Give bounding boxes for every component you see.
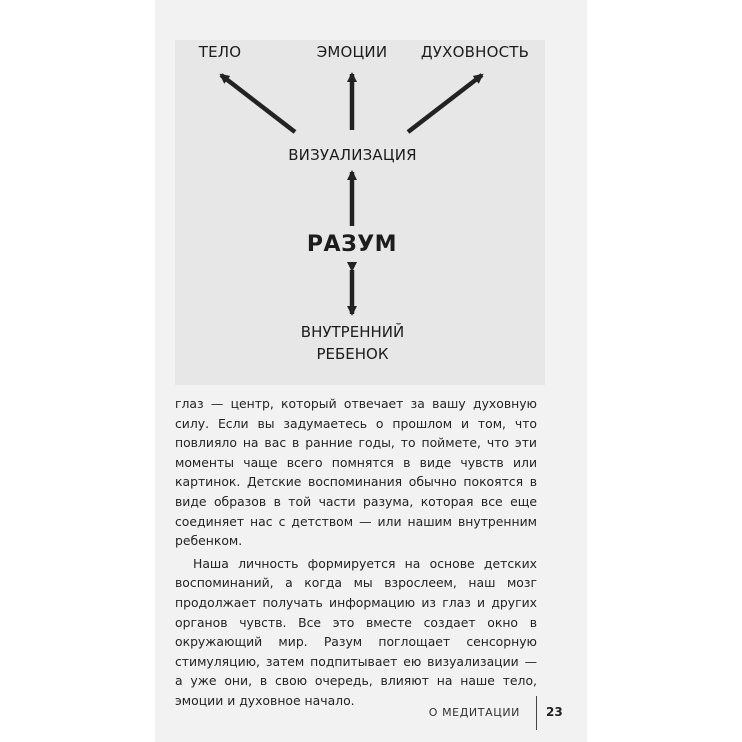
inner-child-line1: ВНУТРЕННИЙ (300, 323, 405, 341)
running-footer-title: О МЕДИТАЦИИ (428, 706, 520, 719)
node-body: ТЕЛО (198, 43, 242, 61)
arrow-to-spirituality (408, 75, 482, 132)
node-emotions: ЭМОЦИИ (316, 43, 388, 61)
footer-divider (536, 696, 537, 730)
arrow-to-body (221, 75, 295, 132)
node-inner-child (290, 321, 415, 365)
page-number: 23 (546, 705, 563, 719)
node-mind: РАЗУМ (306, 232, 398, 257)
body-text (175, 394, 537, 711)
paragraph-1: глаз — центр, который отвечает за вашу духовную силу. Если вы задумаетесь о прошлом и том, что повлияло на вас в ранние годы, то поймете, что эти моменты чаще всего помнятся в виде чувств или картинок. Детские воспоминания обычно покоятся в виде образов в той части разума, которая все еще соединяет нас с детством — или нашим внутренним ребенком. (175, 396, 537, 549)
paragraph-2: Наша личность формируется на основе детских воспоминаний, а когда мы взрослеем, наш мозг продолжает получать информацию из глаз и других органов чувств. Все это вместе создает окно в окружающий мир. Разум поглощает сенсорную стимуляцию, затем подпитывает ею визуализации — а уже они, в свою очередь, влияют на наше тело, эмоции и духовное начало. (175, 555, 537, 708)
node-visualization: ВИЗУАЛИЗАЦИЯ (288, 146, 417, 164)
node-spirituality: ДУХОВНОСТЬ (420, 43, 530, 61)
inner-child-line2: РЕБЕНОК (316, 345, 389, 363)
